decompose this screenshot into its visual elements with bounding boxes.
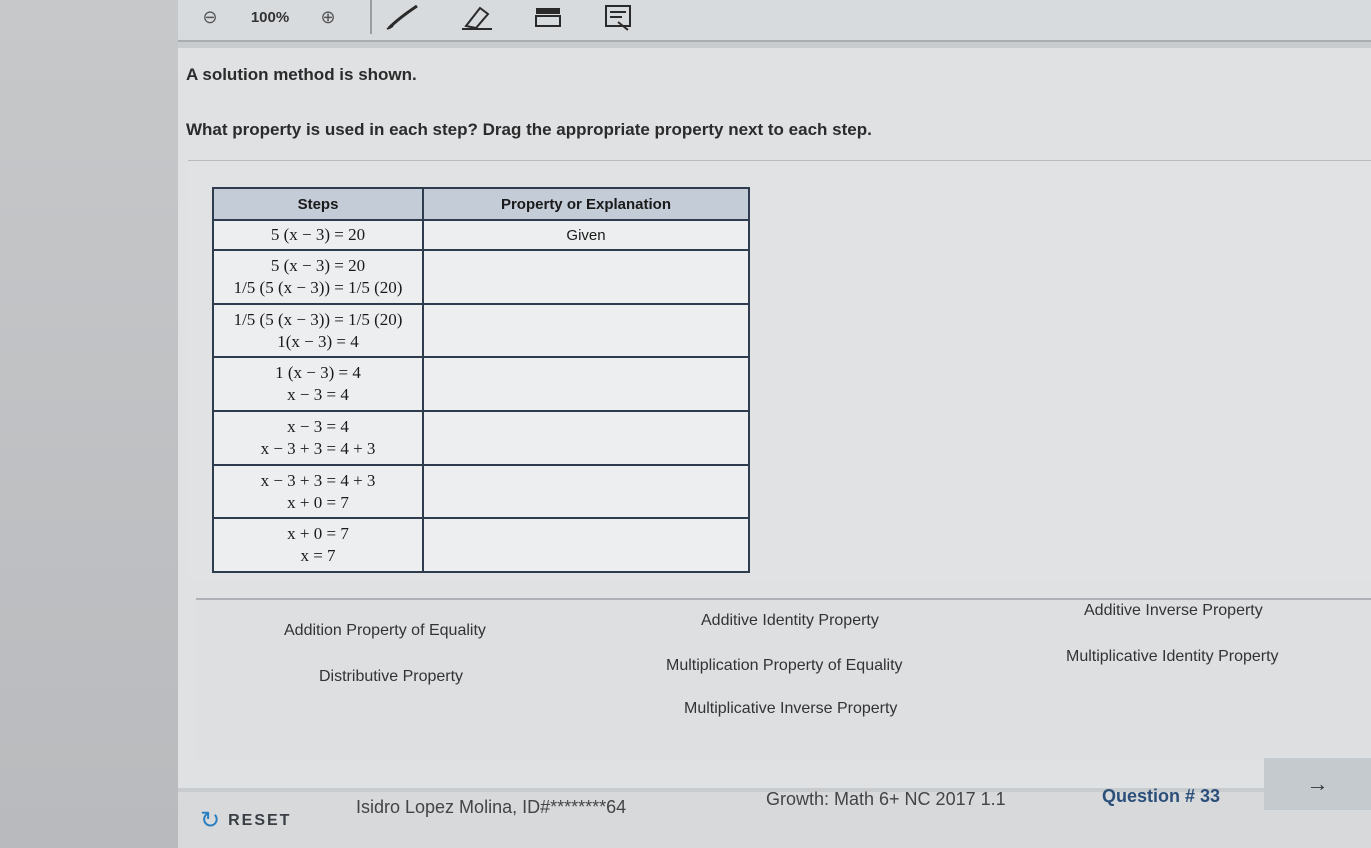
property-drop-zone[interactable]	[423, 304, 749, 358]
step-cell	[213, 220, 423, 250]
arrow-right-icon: →	[1306, 771, 1329, 796]
draggable-property[interactable]: Additive Inverse Property	[1084, 602, 1263, 619]
property-drop-zone[interactable]	[423, 518, 749, 572]
table-row	[213, 304, 749, 358]
step-equation: x + 0 = 7	[287, 524, 349, 544]
prompt-instruction: What property is used in each step? Drag the appropriate property next to each step.	[186, 120, 872, 139]
step-equation: x − 3 + 3 = 4 + 3	[260, 438, 376, 458]
step-equation: x − 3 = 4	[287, 416, 349, 436]
header-property: Property or Explanation	[423, 188, 749, 220]
question-panel	[178, 48, 1371, 788]
step-cell	[213, 304, 423, 358]
pen-icon[interactable]	[383, 0, 423, 34]
step-equation: x − 3 = 4	[287, 385, 349, 405]
course-info: Growth: Math 6+ NC 2017 1.1	[766, 789, 1006, 809]
table-row	[213, 465, 749, 519]
step-equation: 1(x − 3) = 4	[277, 331, 359, 351]
table-row	[213, 220, 749, 250]
reference-icon[interactable]	[598, 0, 638, 34]
question-number: Question # 33	[1102, 786, 1221, 806]
draggable-property[interactable]: Addition Property of Equality	[284, 622, 486, 639]
draggable-property[interactable]: Distributive Property	[319, 668, 464, 685]
property-bank	[196, 598, 1371, 760]
zoom-level: 100%	[250, 8, 290, 26]
step-equation: 5 (x − 3) = 20	[270, 225, 366, 245]
step-cell	[213, 250, 423, 304]
draggable-property[interactable]: Additive Identity Property	[701, 612, 879, 629]
step-equation: x + 0 = 7	[287, 492, 349, 512]
draggable-property[interactable]: Multiplication Property of Equality	[666, 657, 903, 674]
table-row	[213, 357, 749, 411]
draggable-property[interactable]: Multiplicative Inverse Property	[684, 700, 898, 717]
reset-label: RESET	[228, 811, 292, 829]
table-row	[213, 250, 749, 304]
left-margin	[0, 0, 178, 848]
student-info: Isidro Lopez Molina, ID#********64	[356, 797, 627, 817]
property-drop-zone[interactable]	[423, 250, 749, 304]
zoom-in-icon[interactable]: ⊕	[320, 6, 336, 27]
step-cell	[213, 357, 423, 411]
step-equation: x = 7	[300, 546, 336, 566]
table-row	[213, 518, 749, 572]
table-row	[213, 411, 749, 465]
property-drop-zone[interactable]	[423, 357, 749, 411]
highlighter-icon[interactable]	[528, 0, 568, 34]
step-equation: x − 3 + 3 = 4 + 3	[260, 470, 376, 490]
property-drop-zone[interactable]	[423, 411, 749, 465]
steps-table	[212, 187, 750, 573]
step-equation: 1/5 (5 (x − 3)) = 1/5 (20)	[233, 277, 403, 297]
prompt-intro: A solution method is shown.	[186, 65, 417, 84]
property-drop-zone: Given	[423, 220, 749, 250]
step-equation: 1/5 (5 (x − 3)) = 1/5 (20)	[233, 309, 403, 329]
step-cell	[213, 465, 423, 519]
step-equation: 5 (x − 3) = 20	[270, 255, 366, 275]
step-cell	[213, 411, 423, 465]
zoom-out-icon[interactable]: ⊖	[202, 6, 218, 27]
step-equation: 1 (x − 3) = 4	[275, 363, 361, 383]
draggable-property[interactable]: Multiplicative Identity Property	[1066, 648, 1279, 665]
toolbar-divider	[370, 0, 372, 34]
next-button[interactable]	[1264, 758, 1371, 810]
step-cell	[213, 518, 423, 572]
reset-icon: ↻	[200, 807, 221, 834]
eraser-icon[interactable]	[458, 0, 498, 34]
table-header-row	[213, 188, 749, 220]
header-steps: Steps	[213, 188, 423, 220]
reset-button[interactable]	[200, 806, 291, 835]
toolbar	[178, 0, 1371, 42]
property-drop-zone[interactable]	[423, 465, 749, 519]
work-area	[188, 160, 1371, 581]
footer	[178, 771, 1371, 848]
